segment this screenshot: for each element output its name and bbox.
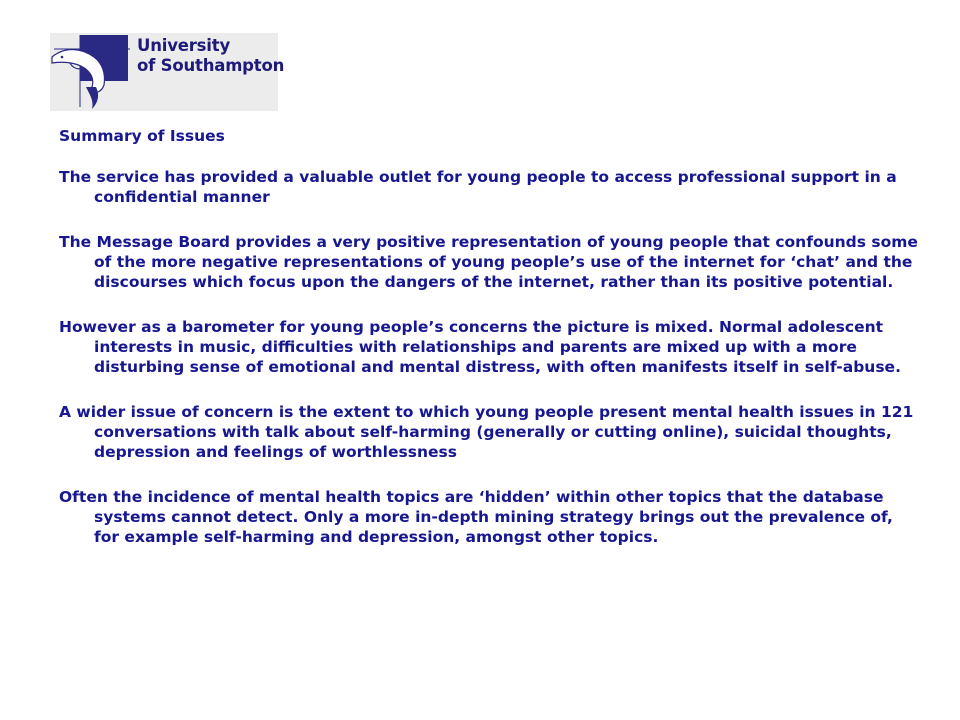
summary-paragraph-5: Often the incidence of mental health topics are ‘hidden’ within other topics that the database systems cannot detect. Only a more in-depth mining strategy brings out the prevalence of, for example self-harming and depression, amongst other topics. — [59, 488, 893, 546]
university-logo — [50, 33, 285, 111]
summary-content — [59, 126, 919, 572]
summary-paragraph-3: However as a barometer for young people’s concerns the picture is mixed. Normal adolescent interests in music, difficulties with relationships and parents are mixed up with a more disturbing sense of emotional and mental distress, with often manifests itself in self-abuse. — [59, 318, 901, 376]
summary-heading: Summary of Issues — [59, 127, 225, 145]
summary-paragraph-1: The service has provided a valuable outlet for young people to access professional support in a confidential manner — [59, 168, 897, 206]
summary-paragraph-4: A wider issue of concern is the extent to which young people present mental health issues in 121 conversations with talk about self-harming (generally or cutting online), suicidal thoughts, depression and feelings of worthlessness — [59, 403, 914, 461]
logo-line-southampton: of Southampton — [137, 56, 285, 75]
logo-line-university: University — [137, 36, 231, 55]
summary-paragraph-2: The Message Board provides a very positive representation of young people that confounds some of the more negative representations of young people’s use of the internet for ‘chat’ and the discourses which focus upon the dangers of the internet, rather than its positive potential. — [59, 233, 918, 291]
